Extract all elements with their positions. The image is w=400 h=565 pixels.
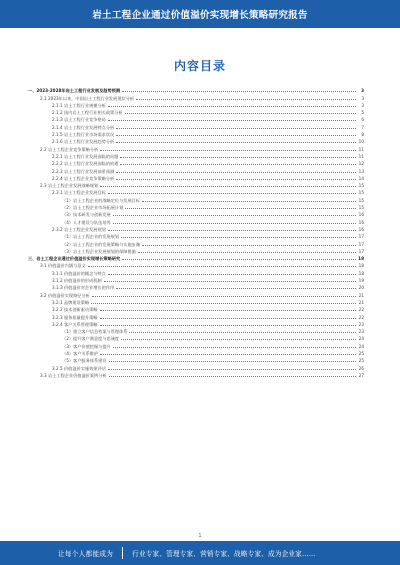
toc-leader-dots	[113, 223, 356, 224]
toc-entry-text: （4）客户关系维护	[62, 350, 99, 356]
toc-leader-dots	[120, 157, 356, 158]
toc-entry-text: （1）建立客户信息档案与管理体系	[62, 329, 128, 335]
toc-entry-page: 7	[361, 124, 364, 130]
toc-entry-text: 2.2.1 岩土工程行业发展面临的问题	[52, 153, 119, 159]
toc-entry-text: 3.2.1 品牌建设策略	[52, 299, 90, 305]
toc-leader-dots	[138, 252, 356, 253]
toc-entry-page: 20	[358, 285, 364, 291]
toc-entry-page: 10	[358, 139, 364, 145]
toc-entry-text: 2.2.2 岩土工程行业发展面临的机遇	[52, 161, 119, 167]
toc-entry-page: 15	[358, 205, 364, 211]
toc-entry-text: （3）客户价值挖掘与提升	[62, 343, 111, 349]
toc-leader-dots	[120, 164, 356, 165]
toc-entry-text: （3）技术研发与创新发展	[62, 212, 111, 218]
toc-entry-page: 25	[358, 358, 364, 364]
toc-entry-text: 3.2.3 服务质量提升策略	[52, 314, 98, 320]
toc-entry-page: 23	[358, 329, 364, 335]
toc-entry-text: 2.1 2023年以来，中国岩土工程行业发展现状分析	[40, 95, 135, 101]
toc-leader-dots	[88, 266, 356, 267]
toc-entry[interactable]	[28, 210, 364, 217]
toc-leader-dots	[100, 325, 357, 326]
toc-entry[interactable]	[28, 363, 364, 370]
toc-entry[interactable]	[28, 217, 364, 224]
toc-entry-page: 11	[358, 153, 364, 159]
toc-leader-dots	[116, 288, 356, 289]
toc-entry-page: 13	[358, 168, 364, 174]
toc-entry[interactable]	[28, 144, 364, 151]
toc-entry-text: 2.2.4 岩土工程企业竞争策略分析	[52, 175, 115, 181]
toc-leader-dots	[121, 237, 356, 238]
toc-entry-text: 3.2.2 技术创新驱动策略	[52, 307, 98, 313]
toc-entry-page: 21	[358, 292, 364, 298]
toc-leader-dots	[108, 120, 356, 121]
toc-entry[interactable]	[28, 298, 364, 305]
toc-entry[interactable]	[28, 203, 364, 210]
toc-entry-page: 18	[358, 263, 364, 269]
toc-leader-dots	[92, 296, 356, 297]
toc-entry-text: （3）岩土工程企业发展规划的保障措施	[62, 248, 136, 254]
toc-entry-text: 3.1.2 价值溢价的形成机制	[52, 278, 102, 284]
toc-entry[interactable]	[28, 181, 364, 188]
toc-entry-text: （1）岩土工程企业的战略定位与发展目标	[62, 197, 141, 203]
toc-heading: 内容目录	[173, 59, 226, 73]
toc-entry-text: 2.1.6 岩土工程行业发展趋势分析	[52, 139, 115, 145]
toc-leader-dots	[91, 303, 356, 304]
toc-entry-text: 3.2.5 价值溢价实施效果评估	[52, 365, 106, 371]
toc-entry-text: 3.2 价值溢价实现路径分析	[40, 292, 90, 298]
toc-leader-dots	[108, 106, 356, 107]
toc-entry[interactable]	[28, 174, 364, 181]
toc-leader-dots	[104, 281, 356, 282]
toc-entry-page: 16	[358, 212, 364, 218]
toc-leader-dots	[100, 318, 357, 319]
toc-leader-dots	[100, 186, 356, 187]
toc-entry-text: 2.1.5 岩土工程行业市场需求状况	[52, 132, 115, 138]
toc-entry[interactable]	[28, 283, 364, 290]
toc-leader-dots	[116, 135, 356, 136]
toc-entry[interactable]	[28, 356, 364, 363]
toc-entry[interactable]	[28, 371, 364, 378]
toc-entry-text: （5）客户服务体系建设	[62, 358, 107, 364]
toc-entry-page: 12	[358, 161, 364, 167]
toc-entry[interactable]	[28, 232, 364, 239]
toc-leader-dots	[113, 347, 356, 348]
toc-entry[interactable]	[28, 276, 364, 283]
toc-entry-page: 3	[361, 88, 364, 94]
toc-entry-page: 18	[358, 256, 364, 262]
toc-entry-text: （4）人才建设与队伍培养	[62, 219, 111, 225]
toc-entry-text: 2.3.1 岩土工程企业发展目标	[52, 190, 106, 196]
toc-entry-text: （2）岩土工程企业的发展策略与实施步骤	[62, 241, 141, 247]
toc-entry-page: 17	[358, 241, 364, 247]
toc-entry[interactable]	[28, 349, 364, 356]
toc-entry-page: 17	[358, 248, 364, 254]
toc-leader-dots	[100, 310, 357, 311]
toc-entry-text: 2.1.3 岩土工程行业竞争格局	[52, 117, 106, 123]
toc-entry-page: 25	[358, 350, 364, 356]
toc-entry-text: 3.3 岩土工程企业价值溢价案例分析	[40, 372, 107, 378]
toc-leader-dots	[116, 179, 356, 180]
toc-entry-page: 15	[358, 183, 364, 189]
toc-entry-page: 6	[361, 117, 364, 123]
toc-entry-text: （2）提升客户满意度与忠诚度	[62, 336, 120, 342]
toc-entry-text: 一、2023-2028年岩土工程行业发展及趋势预测	[28, 88, 121, 94]
toc-entry-page: 16	[358, 219, 364, 225]
toc-entry-text: 2.3 岩土工程企业发展战略规划	[40, 183, 99, 189]
toc-entry-page: 3	[361, 102, 364, 108]
table-of-contents	[28, 86, 364, 378]
toc-leader-dots	[125, 208, 356, 209]
toc-entry-text: 2.1.1 岩土工程行业规模分析	[52, 102, 106, 108]
toc-entry[interactable]	[28, 159, 364, 166]
toc-leader-dots	[129, 332, 356, 333]
toc-leader-dots	[100, 354, 356, 355]
toc-entry[interactable]	[28, 137, 364, 144]
toc-leader-dots	[136, 99, 356, 100]
toc-entry[interactable]	[28, 268, 364, 275]
toc-entry-text: 2.2.3 岩土工程行业发展前景预测	[52, 168, 115, 174]
toc-leader-dots	[122, 91, 356, 92]
toc-entry[interactable]	[28, 195, 364, 202]
toc-entry[interactable]	[28, 115, 364, 122]
toc-entry[interactable]	[28, 334, 364, 341]
toc-entry-page: 8	[361, 132, 364, 138]
toc-entry[interactable]	[28, 341, 364, 348]
toc-leader-dots	[116, 142, 356, 143]
toc-entry[interactable]	[28, 312, 364, 319]
toc-leader-dots	[108, 193, 356, 194]
toc-leader-dots	[116, 128, 356, 129]
toc-leader-dots	[108, 369, 356, 370]
toc-leader-dots	[109, 376, 356, 377]
toc-entry-page: 18	[358, 270, 364, 276]
toc-entry[interactable]	[28, 320, 364, 327]
toc-entry-text: 2.3.2 岩土工程企业发展规划	[52, 226, 106, 232]
page-number: 1	[198, 533, 202, 539]
toc-entry[interactable]	[28, 152, 364, 159]
toc-entry-page: 22	[358, 314, 364, 320]
toc-entry[interactable]	[28, 254, 364, 261]
toc-leader-dots	[142, 201, 356, 202]
toc-entry-page: 11	[358, 146, 364, 152]
toc-entry-page: 24	[358, 343, 364, 349]
toc-entry[interactable]	[28, 261, 364, 268]
toc-entry[interactable]	[28, 166, 364, 173]
toc-entry[interactable]	[28, 239, 364, 246]
header-banner	[0, 0, 400, 28]
toc-entry[interactable]	[28, 247, 364, 254]
toc-entry-page: 16	[358, 226, 364, 232]
toc-entry-page: 14	[358, 175, 364, 181]
toc-entry-page: 22	[358, 307, 364, 313]
toc-entry-page: 3	[361, 95, 364, 101]
footer-tagline: 行业专家、管理专家、营销专家、战略专家、成为企业家……	[132, 550, 316, 558]
toc-leader-dots	[122, 259, 356, 260]
toc-entry-text: 三、岩土工程企业通过价值溢价实现增长策略研究	[28, 256, 121, 262]
toc-entry-page: 26	[358, 365, 364, 371]
toc-leader-dots	[109, 361, 356, 362]
toc-entry-text: 3.1.1 价值溢价的概念与特点	[52, 270, 106, 276]
footer-banner	[0, 541, 400, 565]
toc-entry-text: 2.2 岩土工程企业竞争策略分析	[40, 146, 99, 152]
toc-entry[interactable]	[28, 86, 364, 93]
toc-entry-page: 15	[358, 197, 364, 203]
toc-entry[interactable]	[28, 188, 364, 195]
toc-entry[interactable]	[28, 122, 364, 129]
toc-entry-page: 17	[358, 234, 364, 240]
toc-entry-page: 5	[361, 110, 364, 116]
toc-entry-page: 15	[358, 190, 364, 196]
toc-entry-page: 24	[358, 336, 364, 342]
toc-leader-dots	[116, 172, 356, 173]
toc-entry[interactable]	[28, 290, 364, 297]
toc-entry[interactable]	[28, 225, 364, 232]
footer-slogan: 让每个人都能成为	[58, 550, 114, 558]
toc-entry-text: 3.1 价值溢价内涵与意义	[40, 263, 86, 269]
toc-leader-dots	[100, 150, 356, 151]
toc-entry[interactable]	[28, 130, 364, 137]
toc-leader-dots	[142, 245, 356, 246]
toc-entry[interactable]	[28, 108, 364, 115]
toc-entry-text: 2.1.2 国内岩土工程行业相关政策分析	[52, 110, 123, 116]
toc-leader-dots	[113, 215, 356, 216]
toc-leader-dots	[125, 113, 356, 114]
toc-entry-text: 3.2.4 客户关系管理策略	[52, 321, 98, 327]
toc-leader-dots	[121, 339, 356, 340]
footer-divider	[122, 547, 123, 559]
toc-leader-dots	[108, 274, 356, 275]
toc-entry-text: 2.1.4 岩土工程行业发展特点分析	[52, 124, 115, 130]
toc-entry-page: 21	[358, 299, 364, 305]
report-title: 岩土工程企业通过价值溢价实现增长策略研究报告	[92, 10, 308, 21]
toc-entry-text: （1）岩土工程企业的发展规划	[62, 234, 120, 240]
toc-leader-dots	[108, 230, 356, 231]
toc-entry-text: 3.1.3 价值溢价对企业增长的作用	[52, 285, 115, 291]
toc-entry[interactable]	[28, 101, 364, 108]
toc-entry-page: 27	[358, 372, 364, 378]
toc-entry[interactable]	[28, 305, 364, 312]
toc-entry[interactable]	[28, 93, 364, 100]
toc-entry-page: 19	[358, 278, 364, 284]
toc-entry-text: （2）岩土工程企业市场拓展计划	[62, 205, 124, 211]
toc-entry-page: 23	[358, 321, 364, 327]
toc-entry[interactable]	[28, 327, 364, 334]
